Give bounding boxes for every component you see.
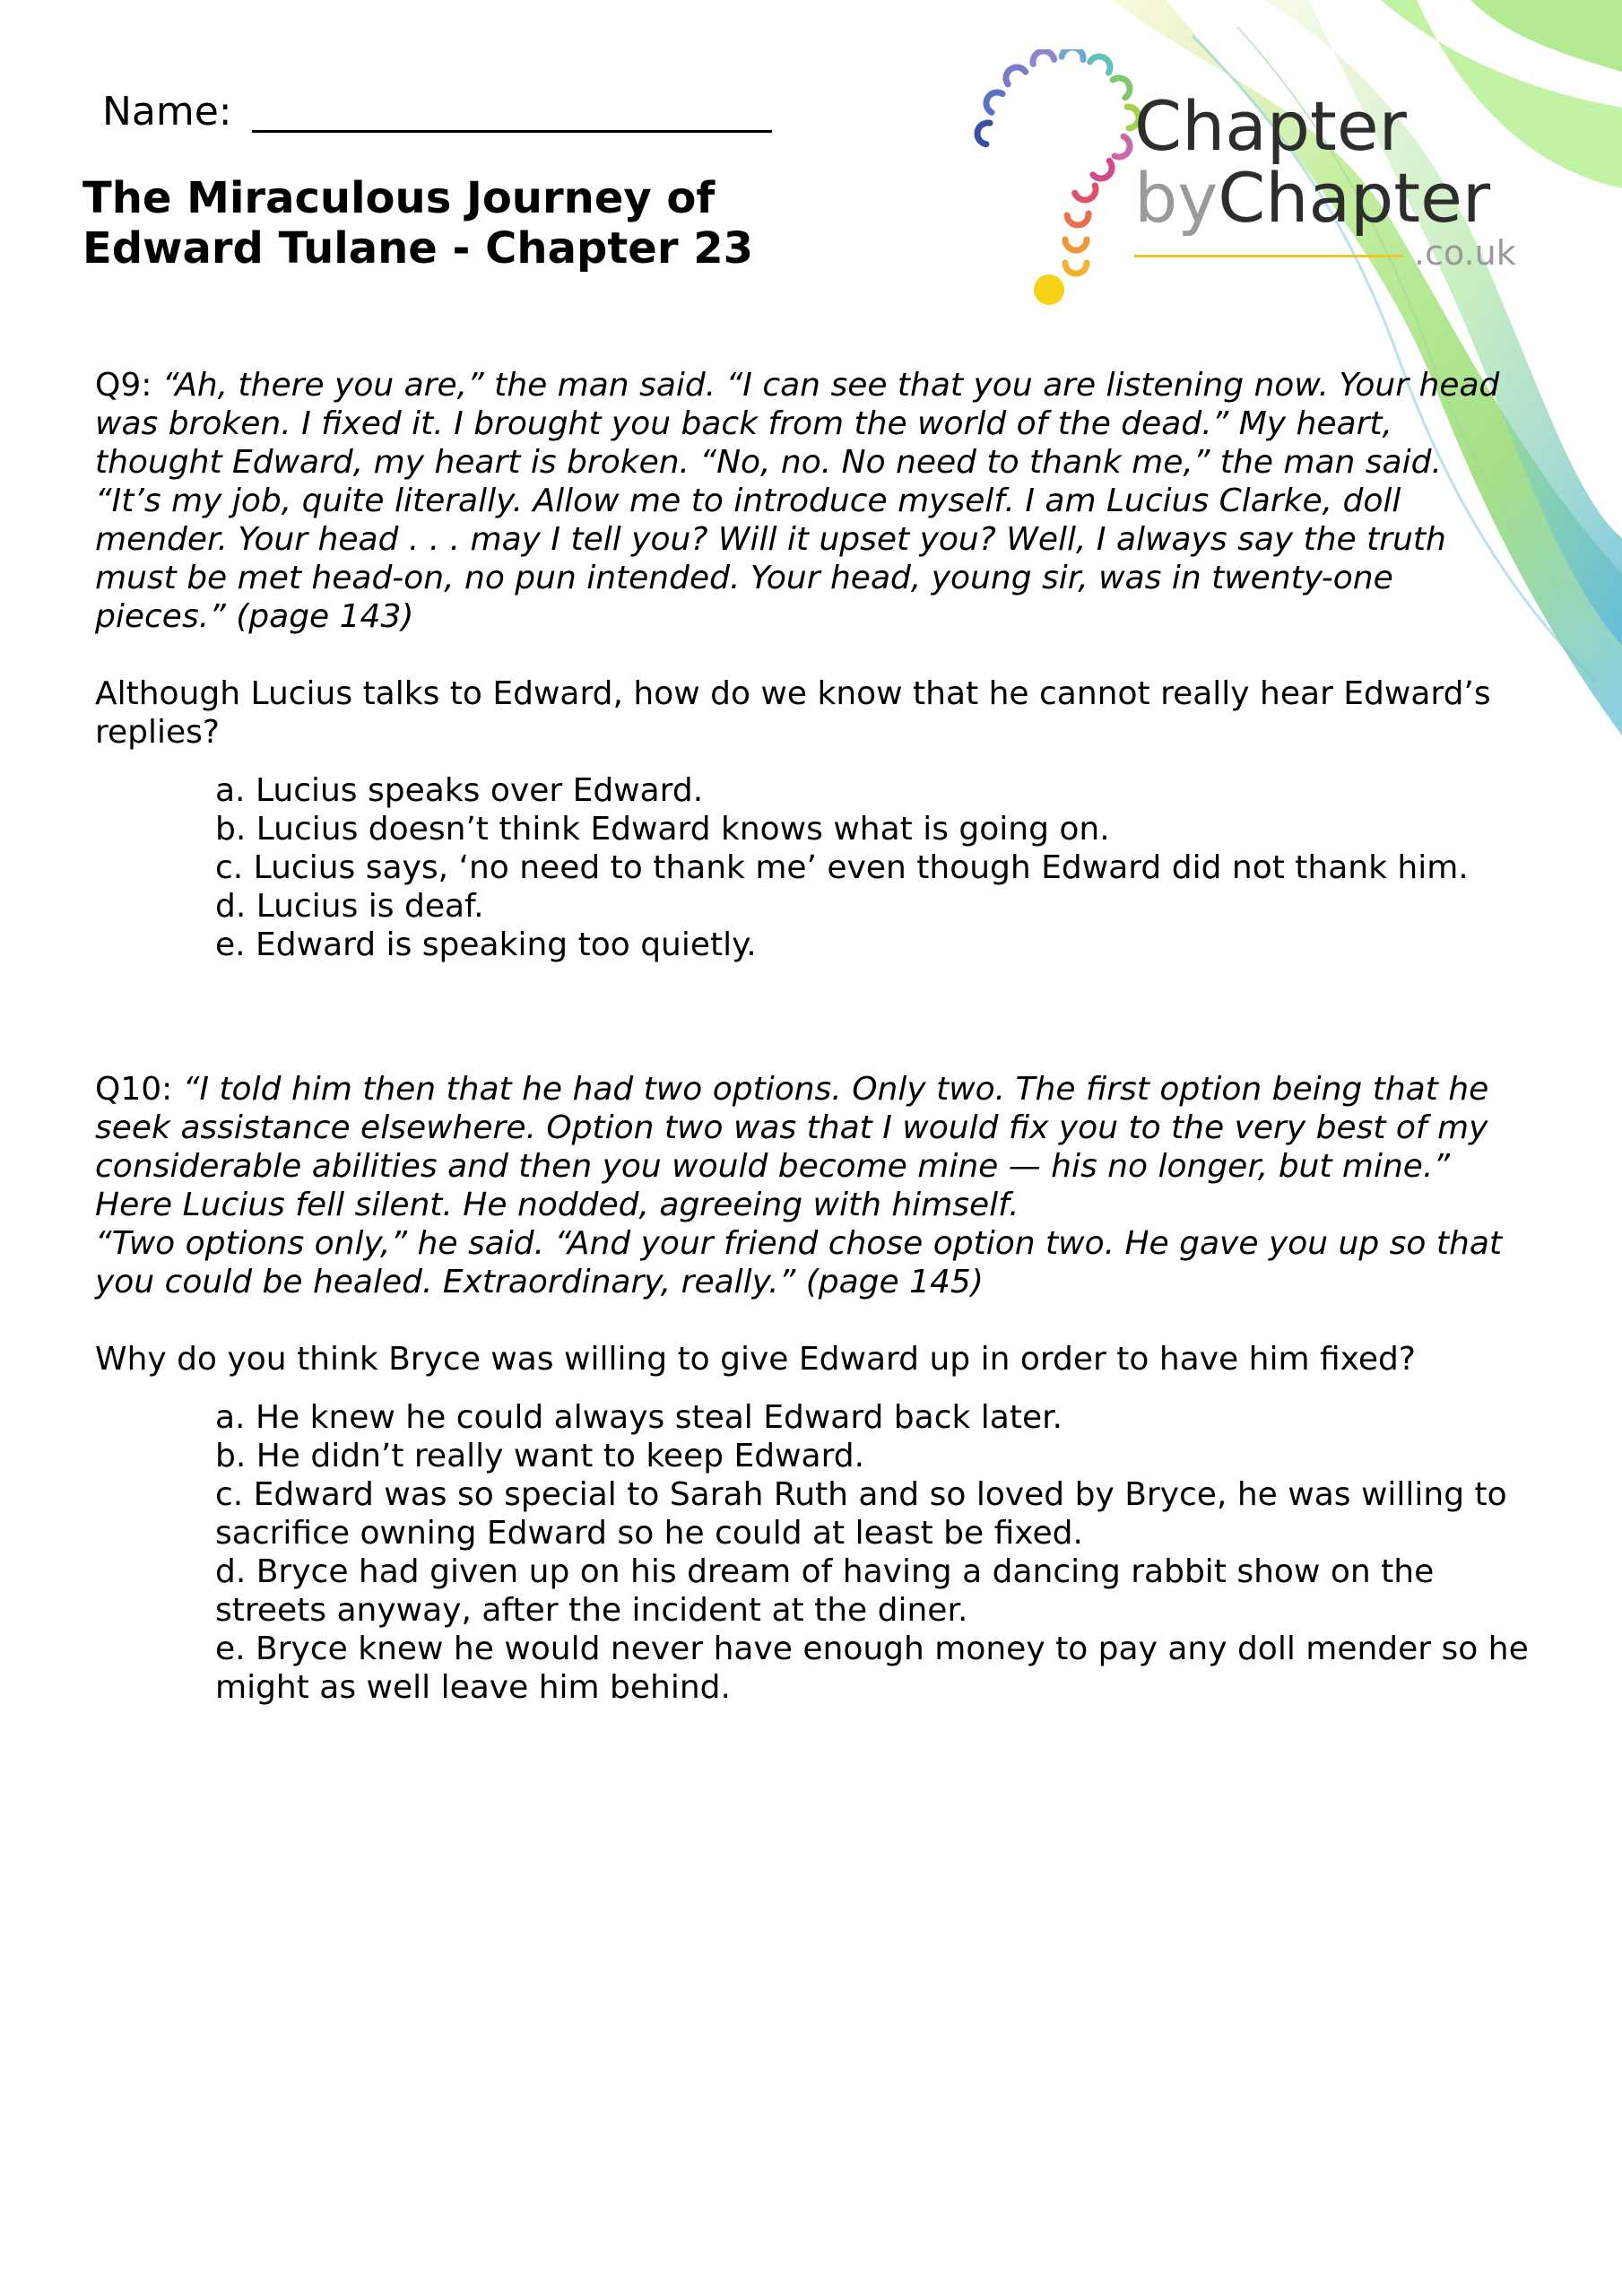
q9-options: [95, 771, 1539, 964]
logo-line-chapter: Chapter: [1134, 86, 1407, 166]
q10-options: [95, 1398, 1539, 1707]
logo-wordmark: [1134, 86, 1491, 238]
q10-option-b[interactable]: b. He didn’t really want to keep Edward.: [215, 1438, 865, 1474]
q10-option-e[interactable]: e. Bryce knew he would never have enough money to pay any doll mender so he might as well leave him behind.: [215, 1631, 1529, 1706]
logo-underline: [1134, 255, 1403, 257]
name-blank-line[interactable]: [252, 85, 772, 133]
title-line-1: The Miraculous Journey of: [82, 173, 716, 223]
q9-label: Q9:: [95, 367, 152, 404]
q9-passage: [95, 366, 1539, 636]
page-title: [82, 173, 753, 274]
q10-option-d[interactable]: d. Bryce had given up on his dream of having a dancing rabbit show on the streets anyway, after the incident at the diner.: [215, 1553, 1435, 1629]
title-line-2: Edward Tulane - Chapter 23: [82, 223, 754, 274]
q10-passage: [95, 1070, 1539, 1301]
q9-option-a[interactable]: a. Lucius speaks over Edward.: [215, 772, 704, 809]
q9-option-c[interactable]: c. Lucius says, ‘no need to thank me’ even though Edward did not thank him.: [215, 849, 1469, 886]
logo-domain: .co.uk: [1414, 233, 1516, 273]
q10-quote: “I told him then that he had two options. Only two. The first option being that he seek assistance elsewhere. Option two was that I would fix you to the very best of my considerable abilities and then you would become mine — his no longer, but mine.” Here Lucius fell silent. He nodded, agreeing with himself. “Two options only,” he said. “And your friend chose option two. He gave you up so that you could be healed. Extraordinary, really.” (page 145): [95, 1071, 1502, 1300]
logo-chapter: Chapter: [1218, 158, 1491, 238]
question-9-block: [95, 366, 1539, 964]
q9-quote: “Ah, there you are,” the man said. “I can see that you are listening now. Your head was broken. I fixed it. I brought you back from the world of the dead.” My heart, thought Edward, my heart is broken. “No, no. No need to thank me,” the man said. “It’s my job, quite literally. Allow me to introduce myself. I am Lucius Clarke, doll mender. Your head . . . may I tell you? Will it upset you? Well, I always say the truth must be met head-on, no pun intended. Your head, young sir, was in twenty-one pieces.” (page 143): [95, 367, 1500, 635]
logo-by: by: [1134, 158, 1219, 238]
question-10-block: [95, 1070, 1539, 1707]
q9-option-d[interactable]: d. Lucius is deaf.: [215, 888, 484, 925]
name-label: Name:: [102, 89, 232, 135]
q9-option-e[interactable]: e. Edward is speaking too quietly.: [215, 926, 757, 963]
q10-question: Why do you think Bryce was willing to give Edward up in order to have him fixed?: [95, 1341, 1416, 1378]
q10-label: Q10:: [95, 1071, 173, 1108]
logo-line-bychapter: [1134, 158, 1491, 238]
q9-question: Although Lucius talks to Edward, how do we know that he cannot really hear Edward’s replies?: [95, 675, 1491, 751]
q10-option-c[interactable]: c. Edward was so special to Sarah Ruth and so loved by Bryce, he was willing to sacrifice owning Edward so he could at least be fixed.: [215, 1476, 1507, 1552]
q10-option-a[interactable]: a. He knew he could always steal Edward back later.: [215, 1399, 1063, 1436]
name-field-row: [102, 85, 772, 139]
logo-domain-row: [1134, 233, 1520, 273]
q9-option-b[interactable]: b. Lucius doesn’t think Edward knows what is going on.: [215, 811, 1110, 848]
